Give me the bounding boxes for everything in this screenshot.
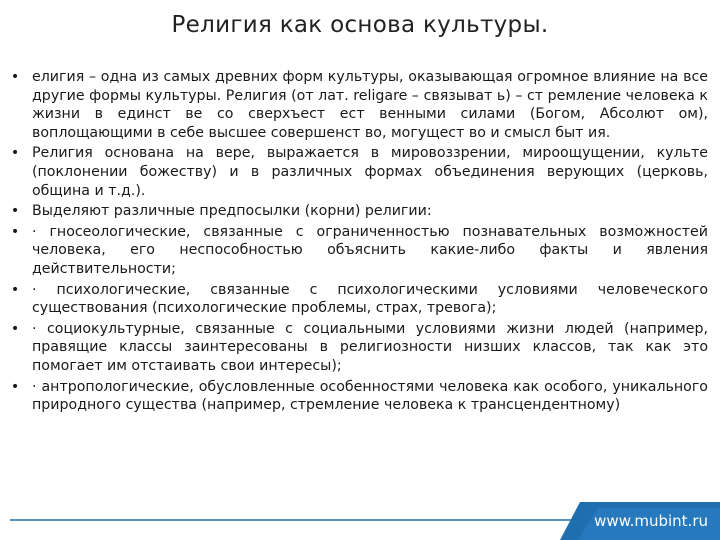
list-item-text: Религия основана на вере, выражается в мировоззрении, мироощущении, культе (поклонении божеству) и в различных формах объединения верующих (церковь, община и т.д.).	[32, 145, 708, 199]
site-url-link[interactable]: www.mubint.ru	[594, 512, 708, 530]
list-item-text: · социокультурные, связанные с социальными условиями жизни людей (например, правящие классы заинтересованы в религиозности низших классов, так как это помогает им отстаивать свои интересы);	[32, 320, 708, 374]
bullet-icon: •	[10, 223, 20, 240]
slide-content	[8, 68, 708, 498]
list-item	[8, 144, 708, 200]
list-item	[8, 320, 708, 376]
bullet-icon: •	[10, 378, 20, 395]
list-item	[8, 202, 708, 221]
list-item-text: · гносеологические, связанные с ограниченностью познавательных возможностей человека, его неспособностью объяснить какие-либо факты и явления действительности;	[32, 223, 708, 277]
bullet-icon: •	[10, 145, 20, 162]
list-item-text: елигия – одна из самых древних форм культуры, оказывающая огромное влияние на все другие формы культуры. Религия (от лат. religare – связыват ь) – ст ремление человека к жизни в единст ве со сверхъест ест венными силами (Богом, Абсолют ом), воплощающими в себе высшее совершенст во, могущест во и смысл быт ия.	[32, 69, 708, 141]
list-item-text: · психологические, связанные с психологическими условиями человеческого существования (психологические проблемы, страх, тревога);	[32, 281, 708, 317]
footer-bar	[0, 500, 720, 540]
slide-title: Религия как основа культуры.	[171, 12, 549, 38]
bullet-icon: •	[10, 320, 20, 337]
list-item	[8, 223, 708, 279]
list-item	[8, 281, 708, 318]
bullet-icon: •	[10, 203, 20, 220]
list-item-text: · антропологические, обусловленные особенностями человека как особого, уникального природного существа (например, стремление человека к трансцендентному)	[32, 378, 708, 414]
list-item	[8, 68, 708, 142]
list-item	[8, 378, 708, 415]
bullet-icon: •	[10, 281, 20, 298]
bullet-icon: •	[10, 69, 20, 85]
bullet-list	[8, 68, 708, 415]
list-item-text: Выделяют различные предпосылки (корни) религии:	[32, 203, 432, 220]
